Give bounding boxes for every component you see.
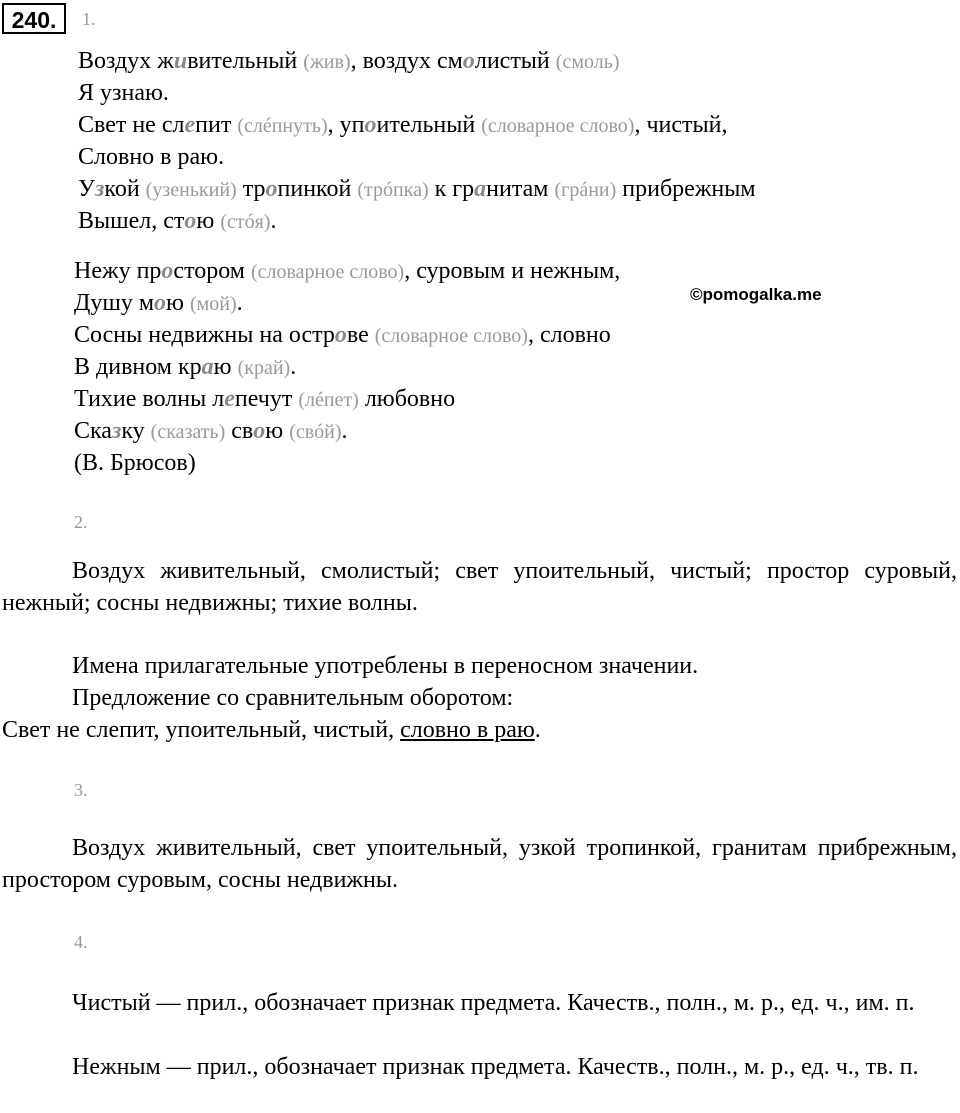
section-3-paragraph-1: Воздух живительный, свет упоительный, узкой тропинкой, гранитам прибрежным, простором суровым, сосны недвижны. [2, 835, 957, 893]
section-4-label: 4. [74, 932, 88, 952]
poem-line-6: Вышел, стою (стóя). [78, 208, 277, 234]
poem-line-9: Сосны недвижны на острове (словарное слово), словно [74, 322, 611, 348]
poem-line-8: Душу мою (мой). [74, 290, 243, 316]
poem-line-1: Воздух живительный (жив), воздух смолистый (смоль) [78, 48, 620, 74]
task-number: 240. [2, 3, 66, 34]
section-2-paragraph-4: Свет не слепит, упоительный, чистый, словно в раю. [2, 717, 541, 743]
section-2-paragraph-3: Предложение со сравнительным оборотом: [72, 685, 514, 711]
comparison-phrase: словно в раю [400, 717, 535, 743]
poem-line-11: Тихие волны лепечут (лéпет) любовно [74, 386, 456, 412]
poem-line-4: Словно в раю. [78, 144, 225, 170]
poem-line-12: Сказку (сказать) свою (свóй). [74, 418, 348, 444]
section-2-paragraph-1: Воздух живительный, смолистый; свет упоительный, чистый; простор суровый, нежный; сосны недвижны; тихие волны. [2, 558, 957, 616]
poem-author: (В. Брюсов) [74, 450, 196, 476]
section-2-label: 2. [74, 512, 88, 532]
section-1-label: 1. [82, 9, 96, 29]
section-2-paragraph-2: Имена прилагательные употреблены в переносном значении. [72, 653, 699, 679]
poem-line-7: Нежу простором (словарное слово), суровым и нежным, [74, 258, 621, 284]
poem-line-2: Я узнаю. [78, 80, 169, 106]
watermark: ©pomogalka.me [690, 285, 822, 304]
section-4-paragraph-1: Чистый — прил., обозначает признак предмета. Качеств., полн., м. р., ед. ч., им. п. [72, 990, 915, 1016]
poem-line-5: Узкой (узенький) тропинкой (трóпка) к гранитам (грáни) прибрежным [78, 176, 756, 202]
section-3-label: 3. [74, 780, 88, 800]
poem-line-3: Свет не слепит (слéпнуть), упоительный (словарное слово), чистый, [78, 112, 728, 138]
poem-line-10: В дивном краю (край). [74, 354, 297, 380]
section-4-paragraph-2: Нежным — прил., обозначает признак предмета. Качеств., полн., м. р., ед. ч., тв. п. [72, 1054, 919, 1080]
